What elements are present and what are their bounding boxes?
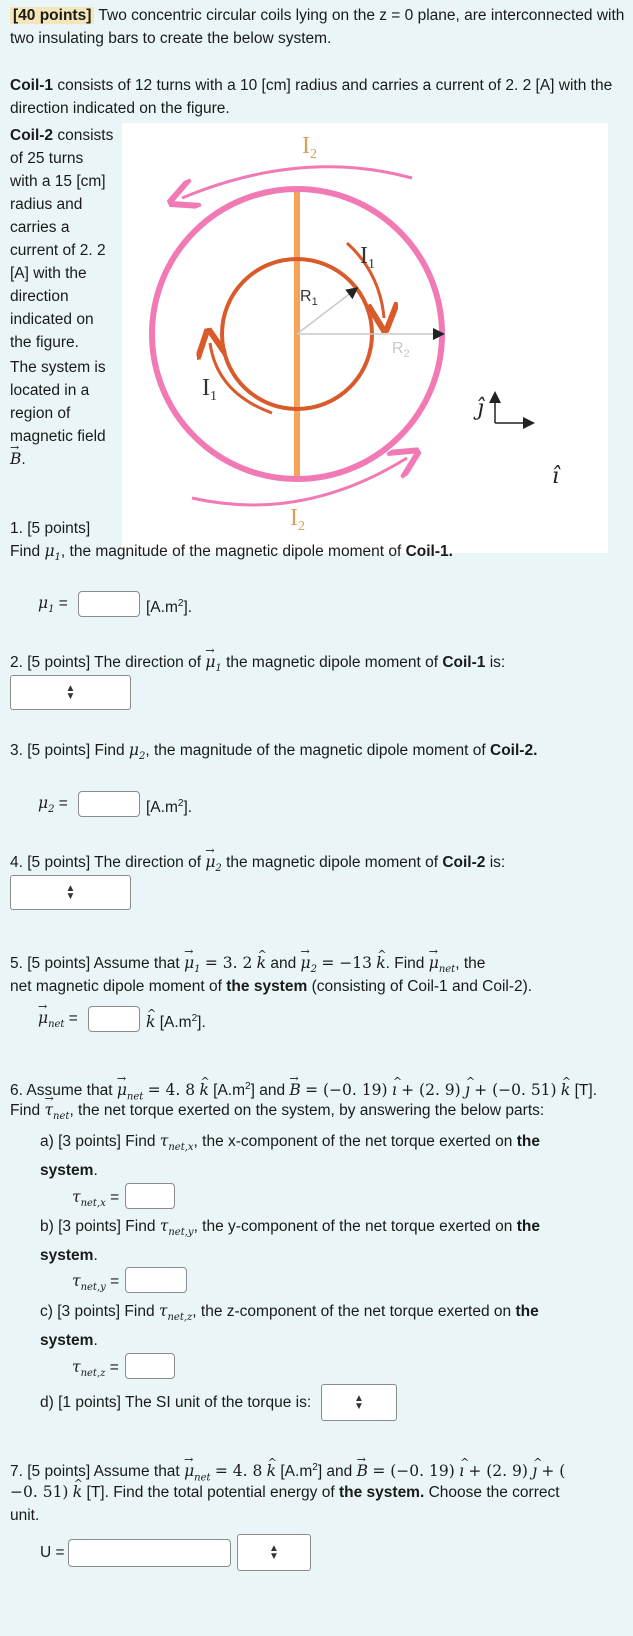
chevron-updown-icon: ▲ ▼	[65, 682, 76, 702]
mu1-direction-select[interactable]	[10, 675, 131, 710]
intro-body: Two concentric circular coils lying on the z = 0 plane, are interconnected with two insulating bars to create the below system.	[10, 7, 625, 47]
label-i1-left: $I_1$	[202, 375, 217, 404]
coil2-line: indicated on	[10, 311, 94, 328]
coil2-label: Coil-2	[10, 127, 54, 144]
field-line: magnetic field	[10, 428, 106, 445]
tau-x-input[interactable]	[125, 1183, 175, 1209]
q6c-label: $\tau_{net,z}$ =	[72, 1358, 119, 1380]
mu1-input[interactable]	[78, 591, 140, 617]
i-hat-label: î	[552, 464, 560, 489]
chevron-updown-icon: ▲ ▼	[354, 1392, 364, 1412]
coil-diagram	[122, 123, 608, 553]
q6b-text: b) [3 points] Find $\tau_{net,y}$, the y-component of the net torque exerted on the system.	[40, 1217, 540, 1265]
mu2-direction-select[interactable]	[10, 875, 131, 910]
coil-figure	[122, 123, 608, 553]
q7-answer-label: U =	[40, 1544, 65, 1561]
field-line: located in a	[10, 382, 90, 399]
label-r2: $R_2$	[392, 340, 410, 360]
q1-number: 1. [5 points]	[10, 520, 91, 537]
q7-text-line1: 7. [5 points] Assume that → $\mu_{net} = 4$. 8 ^ k $[A.m^2]$ and → B = (−0. 19) ^ ı + (2. 9) ^ ȷ + (	[10, 1456, 630, 1489]
label-i2-bottom: $I_2$	[290, 505, 305, 534]
coil2-text	[10, 124, 120, 354]
q2-text: 2. [5 points] The direction of → $\mu_1$ the magnetic dipole moment of Coil-1 is:	[10, 651, 625, 680]
q6-text-line2: Find → $\tau_{net}$, the net torque exerted on the system, by answering the below parts:	[10, 1099, 625, 1128]
q6a-label: $\tau_{net,x}$ =	[72, 1188, 120, 1210]
mu2-input[interactable]	[78, 791, 140, 817]
q7-text-line2: −0. 51) ^ k [T]. Find the total potential energy of the system. Choose the correct	[10, 1481, 625, 1504]
coil2-line: with a 15 [cm]	[10, 173, 106, 190]
coil2-line: the figure.	[10, 334, 79, 351]
q1-answer-label: $\mu_1$ =	[38, 594, 68, 616]
coil2-line1: consists	[57, 127, 114, 144]
points-tag: [40 points]	[10, 7, 94, 24]
field-line: region of	[10, 405, 71, 422]
q6a-text: a) [3 points] Find $\tau_{net,x}$, the x-component of the net torque exerted on the system.	[40, 1132, 540, 1180]
label-i1-right: $I_1$	[360, 243, 375, 272]
coil2-line: carries a	[10, 219, 70, 236]
munet-input[interactable]	[88, 1006, 140, 1032]
q5-text-line1: 5. [5 points] Assume that → $\mu_1 = 3$. 2 ^ k and → $\mu_2 = -13$ ^ k. Find → $\mu_{net}$, the	[10, 952, 625, 981]
chevron-updown-icon: ▲ ▼	[65, 882, 76, 902]
q5-text-line2: net magnetic dipole moment of the system (consisting of Coil-1 and Coil-2).	[10, 978, 533, 995]
coil2-line: current of 2. 2	[10, 242, 106, 259]
q3-answer-label: $\mu_2$ =	[38, 794, 68, 816]
label-i2-top: $I_2$	[302, 133, 317, 162]
q6d-text: d) [1 points] The SI unit of the torque is:	[40, 1394, 312, 1411]
coil2-line: radius and	[10, 196, 83, 213]
field-symbol: → B	[10, 448, 21, 471]
q3-text: 3. [5 points] Find $\mu_2$, the magnitude of the magnetic dipole moment of Coil-2.	[10, 741, 538, 763]
energy-unit-select[interactable]	[237, 1534, 311, 1571]
chevron-updown-icon: ▲ ▼	[269, 1542, 279, 1562]
intro-text	[10, 4, 625, 50]
q5-unit: ^ k $[A.m^2]$.	[146, 1007, 206, 1034]
torque-unit-select[interactable]	[321, 1384, 397, 1421]
q6c-text: c) [3 points] Find $\tau_{net,z}$, the z-component of the net torque exerted on the system.	[40, 1302, 539, 1350]
coil2-line: of 25 turns	[10, 150, 84, 167]
coil1-text	[10, 74, 625, 120]
q4-text: 4. [5 points] The direction of → $\mu_2$ the magnetic dipole moment of Coil-2 is:	[10, 851, 625, 880]
q6-text-line1: 6. Assume that → $\mu_{net} = 4$. 8 ^ k $[A.m^2]$ and → B = (−0. 19) ^ ı + (2. 9) ^ ȷ + (−0. 51) ^ k [T].	[10, 1075, 630, 1108]
potential-energy-input[interactable]	[68, 1539, 231, 1567]
tau-z-input[interactable]	[125, 1353, 175, 1379]
coil2-line: [A] with the	[10, 265, 87, 282]
tau-y-input[interactable]	[125, 1267, 187, 1293]
label-r1: $R_1$	[300, 288, 318, 308]
field-text: The system is located in a region of magnetic field → B.	[10, 356, 120, 471]
q5-answer-label: → $\mu_{net}$ =	[38, 1007, 78, 1036]
q1-unit: $[A.m^2]$.	[146, 598, 193, 617]
q6b-label: $\tau_{net,y}$ =	[72, 1272, 120, 1294]
field-line: The system is	[10, 359, 106, 376]
q3-unit: $[A.m^2]$.	[146, 798, 193, 817]
q1-text: Find $\mu_1$, the magnitude of the magnetic dipole moment of Coil-1.	[10, 542, 453, 564]
q7-text-line3: unit.	[10, 1507, 40, 1524]
coil1-body: consists of 12 turns with a 10 [cm] radius and carries a current of 2. 2 [A] with the direction indicated on the figure.	[10, 77, 613, 117]
coil2-line: direction	[10, 288, 69, 305]
j-hat-label: ĵ	[477, 396, 484, 421]
coil1-label: Coil-1	[10, 77, 54, 94]
